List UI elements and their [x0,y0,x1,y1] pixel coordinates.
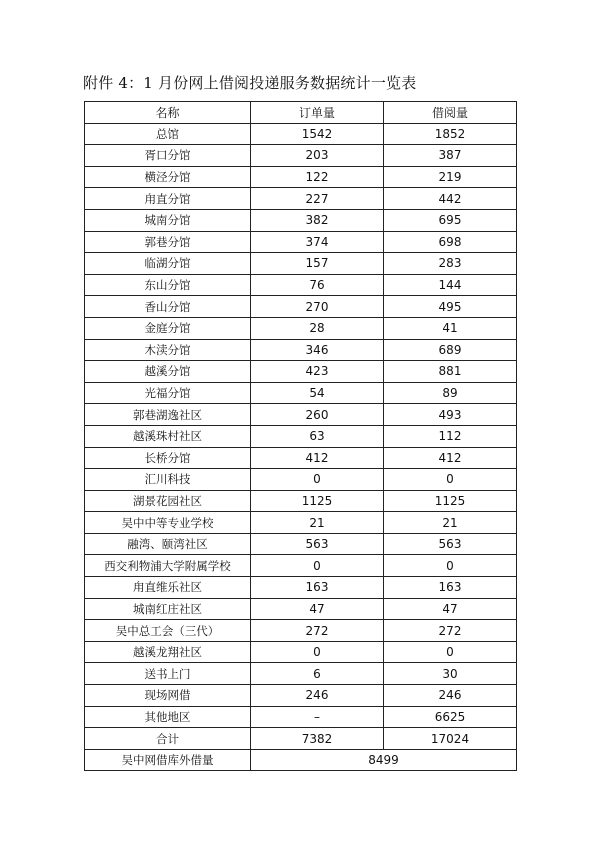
table-body [85,123,517,728]
row-name-cell: 临湖分馆 [85,253,251,275]
row-name-cell: 金庭分馆 [85,317,251,339]
row-borrows-cell: 272 [384,620,517,642]
row-borrows-cell: 563 [384,533,517,555]
row-orders-cell: 346 [251,339,384,361]
external-loans-row [85,749,517,771]
row-name-cell: 胥口分馆 [85,145,251,167]
row-borrows-cell: 1852 [384,123,517,145]
row-borrows-cell: 21 [384,512,517,534]
table-row [85,641,517,663]
row-borrows-cell: 698 [384,231,517,253]
row-borrows-cell: 412 [384,447,517,469]
row-name-cell: 融湾、颐湾社区 [85,533,251,555]
row-name-cell: 越溪珠村社区 [85,425,251,447]
row-borrows-cell: 112 [384,425,517,447]
row-name-cell: 其他地区 [85,706,251,728]
row-orders-cell: 0 [251,469,384,491]
row-name-cell: 木渎分馆 [85,339,251,361]
table-row [85,598,517,620]
row-orders-cell: 203 [251,145,384,167]
row-orders-cell: 563 [251,533,384,555]
table-row [85,231,517,253]
row-orders-cell: – [251,706,384,728]
table-row [85,296,517,318]
row-borrows-cell: 30 [384,663,517,685]
row-borrows-cell: 0 [384,641,517,663]
row-borrows-cell: 163 [384,577,517,599]
row-orders-cell: 76 [251,274,384,296]
table-row [85,425,517,447]
row-orders-cell: 163 [251,577,384,599]
table-row [85,253,517,275]
row-name-cell: 光福分馆 [85,382,251,404]
table-row [85,533,517,555]
table-row [85,555,517,577]
row-borrows-cell: 1125 [384,490,517,512]
external-loans-label: 吴中网借库外借量 [85,749,251,771]
row-borrows-cell: 442 [384,188,517,210]
row-borrows-cell: 0 [384,555,517,577]
row-name-cell: 吴中总工会（三代） [85,620,251,642]
header-name: 名称 [85,102,251,124]
row-name-cell: 甪直分馆 [85,188,251,210]
table-row [85,447,517,469]
row-name-cell: 越溪龙翔社区 [85,641,251,663]
table-row [85,209,517,231]
table-row [85,469,517,491]
row-name-cell: 香山分馆 [85,296,251,318]
table-row [85,274,517,296]
row-borrows-cell: 493 [384,404,517,426]
row-orders-cell: 272 [251,620,384,642]
row-borrows-cell: 246 [384,685,517,707]
table-row [85,188,517,210]
row-name-cell: 郭巷湖逸社区 [85,404,251,426]
row-orders-cell: 0 [251,555,384,577]
row-borrows-cell: 495 [384,296,517,318]
table-row [85,490,517,512]
row-orders-cell: 1542 [251,123,384,145]
table-header-row [85,102,517,124]
row-borrows-cell: 387 [384,145,517,167]
row-orders-cell: 6 [251,663,384,685]
row-name-cell: 甪直维乐社区 [85,577,251,599]
row-borrows-cell: 283 [384,253,517,275]
table-row [85,145,517,167]
row-orders-cell: 374 [251,231,384,253]
document-title: 附件 4：1 月份网上借阅投递服务数据统计一览表 [83,74,417,92]
total-label: 合计 [85,728,251,750]
row-name-cell: 长桥分馆 [85,447,251,469]
row-orders-cell: 54 [251,382,384,404]
table-row [85,577,517,599]
row-borrows-cell: 219 [384,166,517,188]
row-name-cell: 送书上门 [85,663,251,685]
row-orders-cell: 28 [251,317,384,339]
total-orders: 7382 [251,728,384,750]
table-row [85,317,517,339]
row-orders-cell: 1125 [251,490,384,512]
table-row [85,166,517,188]
row-orders-cell: 157 [251,253,384,275]
table-row [85,685,517,707]
row-borrows-cell: 881 [384,361,517,383]
table-row [85,512,517,534]
row-orders-cell: 270 [251,296,384,318]
row-borrows-cell: 689 [384,339,517,361]
row-orders-cell: 47 [251,598,384,620]
row-borrows-cell: 6625 [384,706,517,728]
total-row [85,728,517,750]
row-orders-cell: 260 [251,404,384,426]
row-orders-cell: 423 [251,361,384,383]
table-row [85,339,517,361]
row-orders-cell: 21 [251,512,384,534]
row-orders-cell: 246 [251,685,384,707]
row-name-cell: 郭巷分馆 [85,231,251,253]
row-borrows-cell: 0 [384,469,517,491]
row-orders-cell: 0 [251,641,384,663]
row-orders-cell: 412 [251,447,384,469]
row-name-cell: 汇川科技 [85,469,251,491]
row-borrows-cell: 89 [384,382,517,404]
row-name-cell: 现场网借 [85,685,251,707]
table-row [85,382,517,404]
row-borrows-cell: 41 [384,317,517,339]
header-borrows: 借阅量 [384,102,517,124]
table-row [85,706,517,728]
row-borrows-cell: 144 [384,274,517,296]
table-row [85,404,517,426]
row-name-cell: 湖景花园社区 [85,490,251,512]
total-borrows: 17024 [384,728,517,750]
statistics-table [84,101,517,771]
table-row [85,123,517,145]
row-orders-cell: 227 [251,188,384,210]
row-orders-cell: 63 [251,425,384,447]
row-name-cell: 西交利物浦大学附属学校 [85,555,251,577]
row-borrows-cell: 47 [384,598,517,620]
row-borrows-cell: 695 [384,209,517,231]
row-name-cell: 吴中中等专业学校 [85,512,251,534]
row-name-cell: 城南分馆 [85,209,251,231]
row-orders-cell: 122 [251,166,384,188]
table-row [85,361,517,383]
row-orders-cell: 382 [251,209,384,231]
row-name-cell: 越溪分馆 [85,361,251,383]
row-name-cell: 城南红庄社区 [85,598,251,620]
table-row [85,620,517,642]
row-name-cell: 东山分馆 [85,274,251,296]
table-row [85,663,517,685]
row-name-cell: 总馆 [85,123,251,145]
external-loans-value: 8499 [251,749,517,771]
header-orders: 订单量 [251,102,384,124]
row-name-cell: 横泾分馆 [85,166,251,188]
